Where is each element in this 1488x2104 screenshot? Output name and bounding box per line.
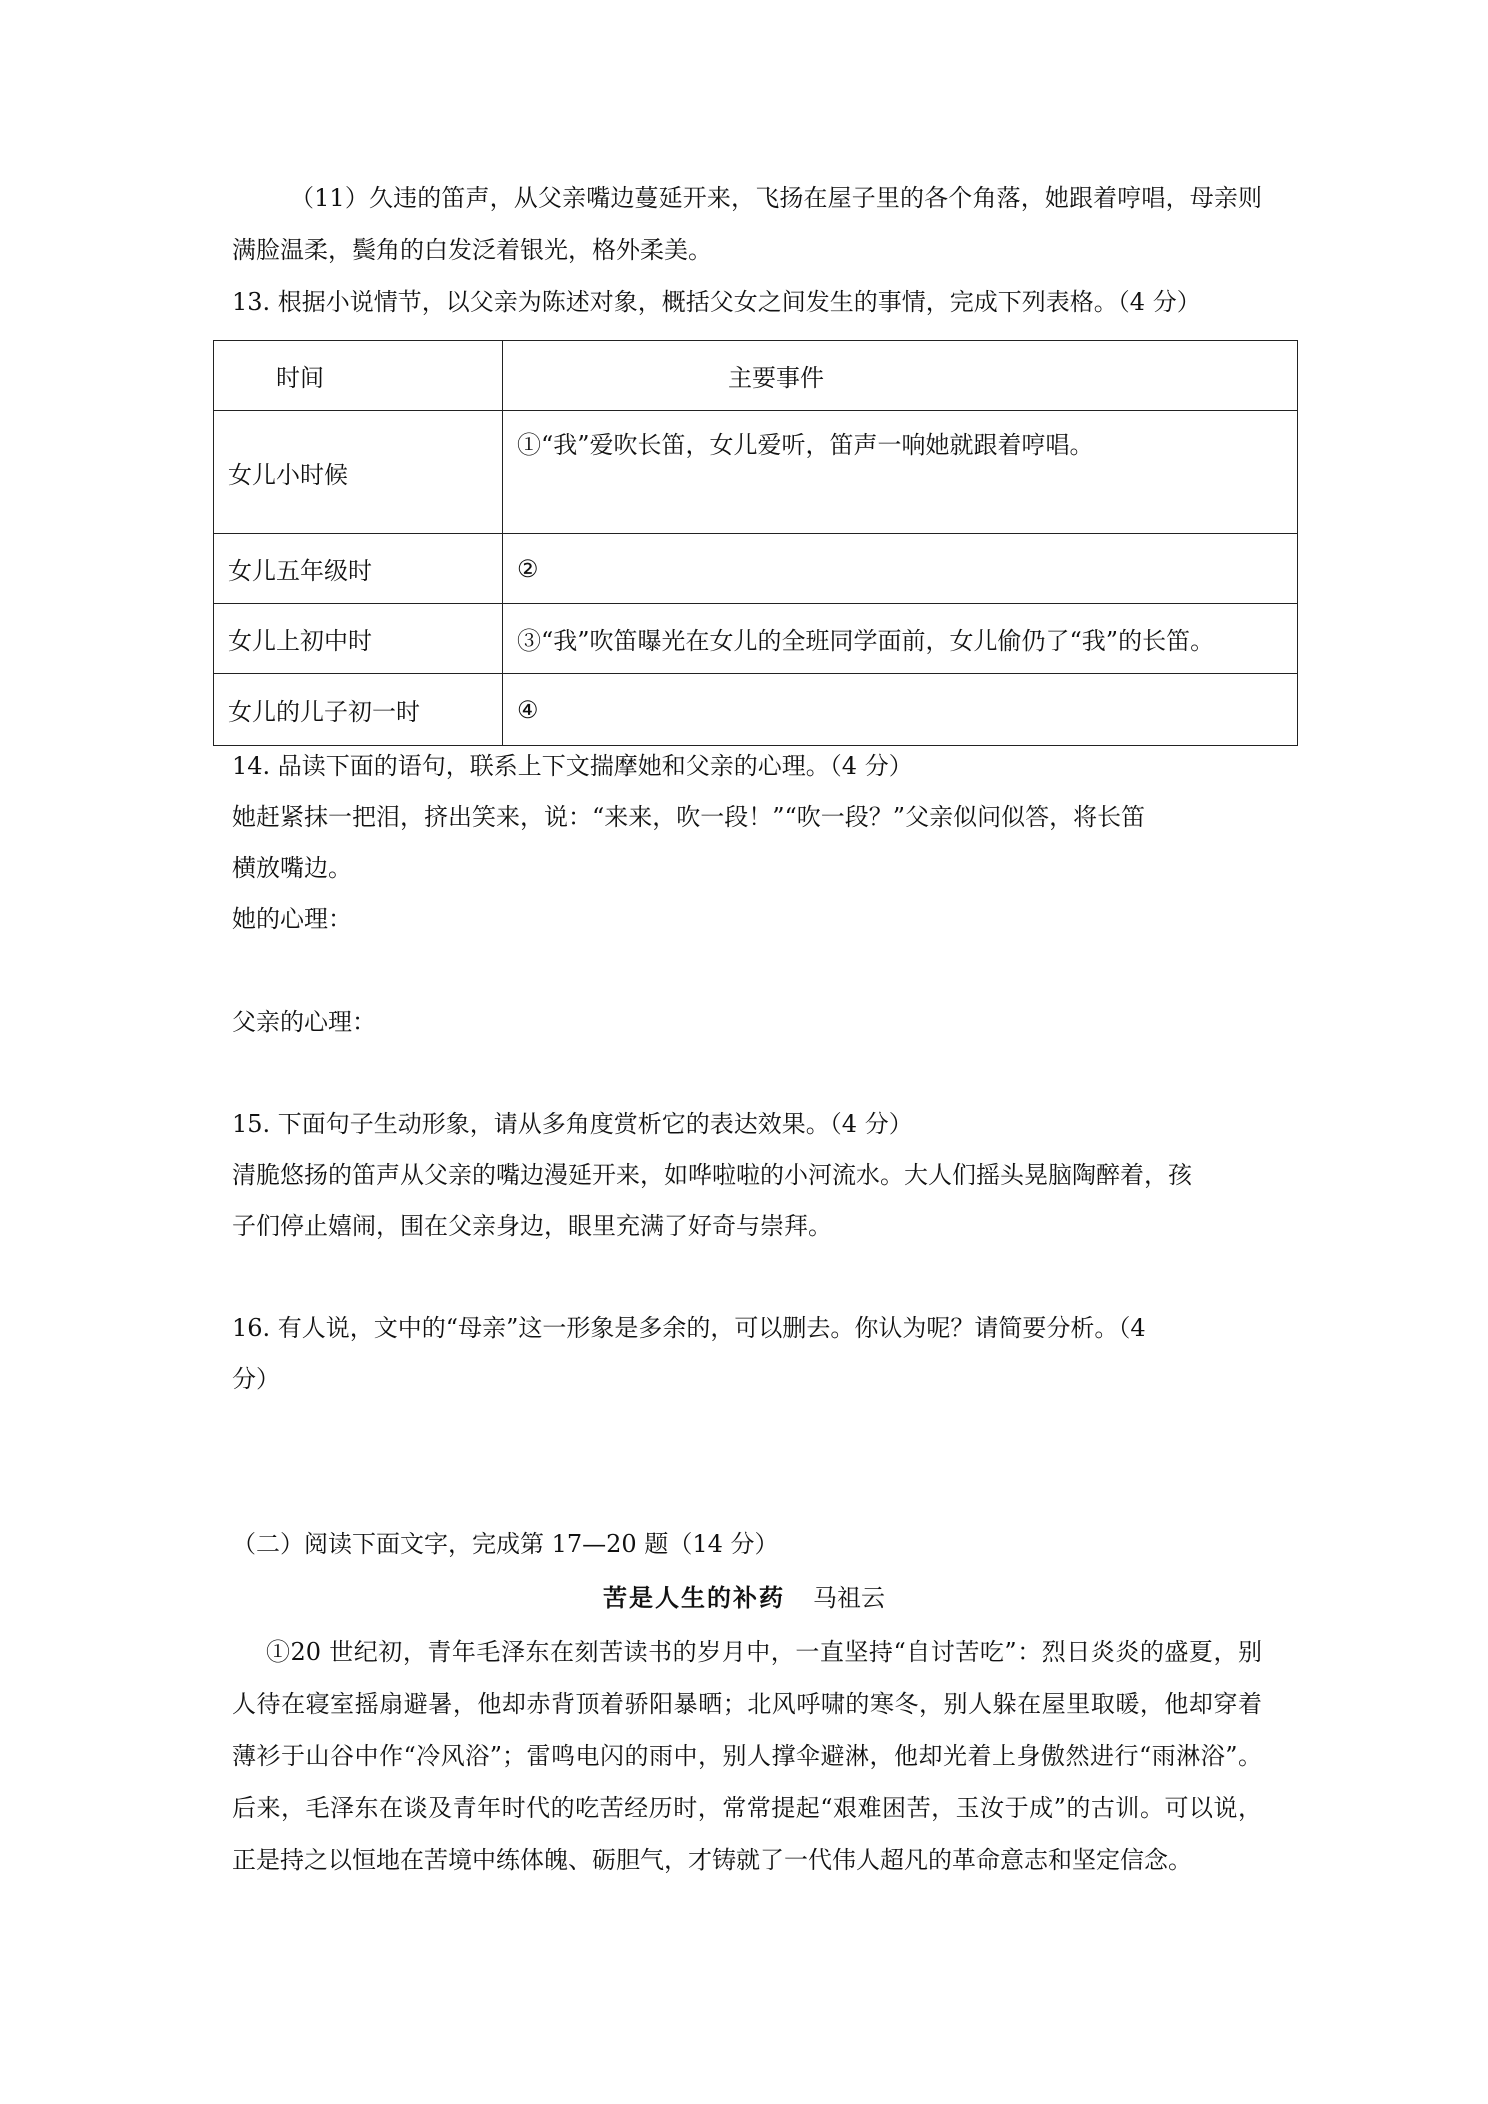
question-13: 13. 根据小说情节，以父亲为陈述对象，概括父女之间发生的事情，完成下列表格。（4 分） bbox=[232, 288, 1201, 316]
article-author: 马祖云 bbox=[813, 1584, 885, 1612]
row-time: 女儿五年级时 bbox=[214, 534, 503, 604]
section-2-heading: （二）阅读下面文字，完成第 17—20 题（14 分） bbox=[232, 1530, 779, 1558]
header-event: 主要事件 bbox=[503, 341, 1298, 411]
question-14: 14. 品读下面的语句，联系上下文揣摩她和父亲的心理。（4 分） bbox=[232, 752, 913, 780]
events-table bbox=[213, 340, 1298, 746]
table-row bbox=[214, 534, 1298, 604]
article-title: 苦是人生的补药 bbox=[603, 1583, 785, 1612]
question-15: 15. 下面句子生动形象，请从多角度赏析它的表达效果。（4 分） bbox=[232, 1110, 913, 1138]
row-time: 女儿小时候 bbox=[214, 411, 503, 534]
q15-quote-line-2: 子们停止嬉闹，围在父亲身边，眼里充满了好奇与崇拜。 bbox=[232, 1212, 832, 1240]
header-time: 时间 bbox=[214, 341, 503, 411]
row-event: ①“我”爱吹长笛，女儿爱听，笛声一响她就跟着哼唱。 bbox=[503, 411, 1298, 534]
q14-father-mind-label: 父亲的心理： bbox=[232, 1008, 376, 1036]
q15-quote-line-1: 清脆悠扬的笛声从父亲的嘴边漫延开来，如哗啦啦的小河流水。大人们摇头晃脑陶醉着，孩 bbox=[232, 1161, 1192, 1189]
q14-quote-line-2: 横放嘴边。 bbox=[232, 854, 352, 882]
article-title-line bbox=[0, 1580, 1488, 1616]
table-header-row bbox=[214, 341, 1298, 411]
q14-her-mind-label: 她的心理： bbox=[232, 905, 352, 933]
question-16-line-1: 16. 有人说，文中的“母亲”这一形象是多余的，可以删去。你认为呢？请简要分析。（4 bbox=[232, 1314, 1146, 1342]
row-time: 女儿的儿子初一时 bbox=[214, 674, 503, 746]
row-event: ③“我”吹笛曝光在女儿的全班同学面前，女儿偷仍了“我”的长笛。 bbox=[503, 604, 1298, 674]
intro-paragraph: （11）久违的笛声，从父亲嘴边蔓延开来，飞扬在屋子里的各个角落，她跟着哼唱，母亲则满脸温柔，鬓角的白发泛着银光，格外柔美。 bbox=[232, 184, 1262, 264]
question-16-line-2: 分） bbox=[232, 1365, 280, 1393]
table-row bbox=[214, 674, 1298, 746]
row-event: ④ bbox=[503, 674, 1298, 746]
row-time: 女儿上初中时 bbox=[214, 604, 503, 674]
table-row bbox=[214, 604, 1298, 674]
q14-quote-line-1: 她赶紧抹一把泪，挤出笑来，说：“来来，吹一段！”“吹一段？”父亲似问似答，将长笛 bbox=[232, 803, 1146, 831]
row-event: ② bbox=[503, 534, 1298, 604]
article-paragraph-1: ①20 世纪初，青年毛泽东在刻苦读书的岁月中，一直坚持“自讨苦吃”：烈日炎炎的盛夏，别人待在寝室摇扇避暑，他却赤背顶着骄阳暴晒；北风呼啸的寒冬，别人躲在屋里取暖，他却穿着薄衫于山谷中作“冷风浴”；雷鸣电闪的雨中，别人撑伞避淋，他却光着上身傲然进行“雨淋浴”。后来，毛泽东在谈及青年时代的吃苦经历时，常常提起“艰难困苦，玉汝于成”的古训。可以说，正是持之以恒地在苦境中练体魄、砺胆气，才铸就了一代伟人超凡的革命意志和坚定信念。 bbox=[232, 1638, 1262, 1874]
table-row bbox=[214, 411, 1298, 534]
